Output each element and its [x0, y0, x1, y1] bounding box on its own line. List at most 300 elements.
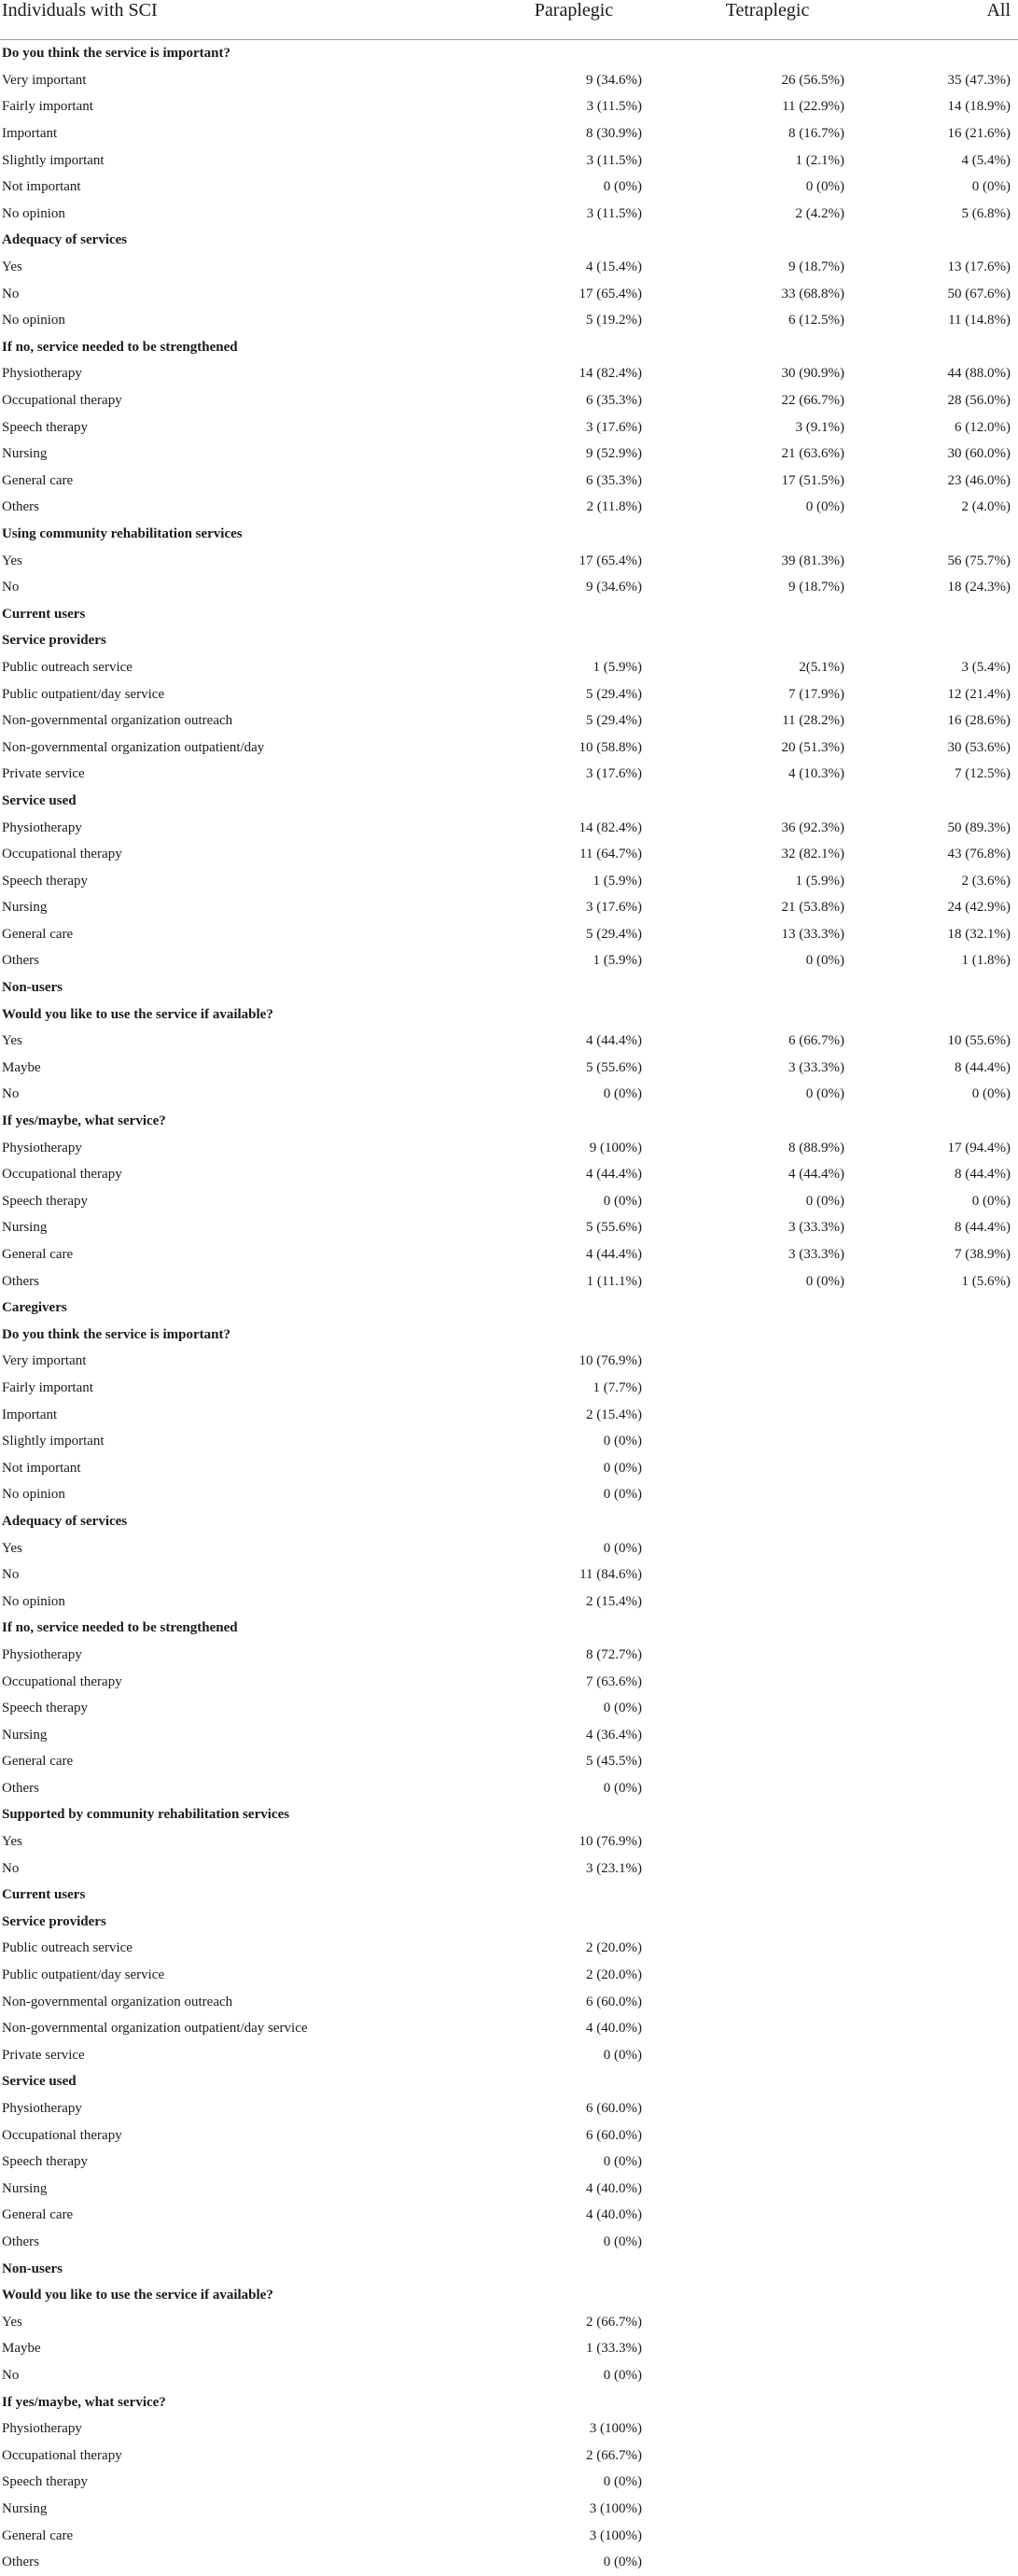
cell-tetraplegic: 20 (51.3%) [781, 739, 844, 755]
table-row [0, 1721, 1018, 1748]
cell-tetraplegic: 2 (4.2%) [795, 205, 844, 221]
section-label: Adequacy of services [2, 232, 128, 248]
cell-paraplegic: 3 (17.6%) [586, 419, 642, 435]
section-label: If no, service needed to be strengthened [2, 339, 238, 355]
cell-paraplegic: 5 (45.5%) [586, 1754, 642, 1770]
cell-tetraplegic: 32 (82.1%) [781, 847, 844, 862]
cell-paraplegic: 2 (20.0%) [586, 1967, 642, 1983]
section-header-row [0, 974, 1018, 1001]
section-header-row [0, 788, 1018, 815]
header-paraplegic: Paraplegic [439, 0, 653, 40]
section-header-row [0, 1615, 1018, 1642]
row-label: Others [2, 499, 39, 515]
row-label: No [2, 2367, 20, 2383]
row-label: Speech therapy [2, 1193, 89, 1209]
row-label: Fairly important [2, 99, 93, 115]
cell-tetraplegic: 30 (90.9%) [781, 366, 844, 382]
cell-tetraplegic [653, 2095, 844, 2122]
cell-tetraplegic [653, 1375, 844, 1402]
table-row [0, 2202, 1018, 2229]
cell-paraplegic: 8 (30.9%) [586, 126, 642, 142]
row-label: Occupational therapy [2, 1167, 122, 1183]
cell-tetraplegic [653, 1935, 844, 1962]
section-label: Caregivers [2, 1300, 67, 1316]
cell-tetraplegic [653, 2549, 844, 2576]
section-header-row [0, 1295, 1018, 1322]
row-label: No opinion [2, 205, 65, 221]
cell-paraplegic: 4 (40.0%) [586, 2180, 642, 2196]
row-label: Speech therapy [2, 2474, 89, 2490]
cell-tetraplegic [653, 2042, 844, 2069]
cell-tetraplegic: 6 (12.5%) [788, 313, 844, 329]
cell-all [844, 1962, 1018, 1989]
section-header-row [0, 2282, 1018, 2309]
cell-paraplegic: 9 (34.6%) [586, 580, 642, 595]
row-label: Private service [2, 766, 85, 782]
row-label: Important [2, 1407, 58, 1422]
row-label: Very important [2, 72, 87, 88]
section-header-row [0, 521, 1018, 548]
cell-all [844, 1775, 1018, 1802]
section-header-row [0, 1001, 1018, 1028]
cell-all [844, 2176, 1018, 2203]
table-row [0, 93, 1018, 120]
cell-all [844, 2149, 1018, 2176]
cell-tetraplegic [653, 2015, 844, 2042]
cell-all [844, 1642, 1018, 1669]
cell-paraplegic: 1 (5.9%) [593, 873, 642, 889]
row-label: Slightly important [2, 1434, 105, 1449]
cell-all [844, 2469, 1018, 2496]
table-row [0, 1188, 1018, 1215]
cell-tetraplegic: 0 (0%) [805, 1193, 844, 1209]
table-row [0, 680, 1018, 707]
row-label: Others [2, 2555, 39, 2570]
cell-all: 4 (5.4%) [961, 152, 1011, 168]
row-label: Nursing [2, 2500, 48, 2516]
table-row [0, 2415, 1018, 2443]
cell-all [844, 1828, 1018, 1855]
row-label: Physiotherapy [2, 2101, 82, 2117]
cell-all [844, 1855, 1018, 1882]
cell-all: 16 (28.6%) [947, 713, 1011, 729]
cell-all: 50 (67.6%) [947, 286, 1011, 301]
cell-paraplegic: 3 (17.6%) [586, 900, 642, 916]
row-label: Yes [2, 1540, 22, 1556]
cell-tetraplegic [653, 1534, 844, 1561]
section-label: Do you think the service is important? [2, 1326, 230, 1342]
cell-tetraplegic: 3 (9.1%) [795, 419, 844, 435]
cell-paraplegic: 9 (100%) [589, 1140, 642, 1155]
table-row [0, 841, 1018, 868]
section-label: Supported by community rehabilitation services [2, 1807, 290, 1823]
row-label: Private service [2, 2047, 85, 2063]
table-row [0, 360, 1018, 387]
table-row [0, 1375, 1018, 1402]
cell-paraplegic: 1 (5.9%) [593, 659, 642, 675]
table-row [0, 734, 1018, 761]
row-label: Physiotherapy [2, 1140, 82, 1155]
row-label: Not important [2, 1460, 81, 1476]
section-label: If yes/maybe, what service? [2, 1113, 166, 1129]
cell-tetraplegic [653, 1668, 844, 1695]
table-row [0, 1161, 1018, 1188]
table-row [0, 1428, 1018, 1455]
row-label: General care [2, 2207, 74, 2223]
cell-tetraplegic [653, 2362, 844, 2389]
cell-all: 1 (5.6%) [961, 1273, 1011, 1289]
table-row [0, 2095, 1018, 2122]
cell-paraplegic: 1 (5.9%) [593, 953, 642, 969]
cell-all: 6 (12.0%) [955, 419, 1011, 435]
cell-tetraplegic: 13 (33.3%) [781, 926, 844, 942]
cell-paraplegic: 4 (44.4%) [586, 1167, 642, 1183]
table-row [0, 201, 1018, 228]
section-label: If yes/maybe, what service? [2, 2394, 166, 2410]
cell-all [844, 1988, 1018, 2015]
row-label: Slightly important [2, 152, 105, 168]
row-label: Yes [2, 2314, 22, 2330]
cell-tetraplegic: 9 (18.7%) [788, 580, 844, 595]
cell-all: 8 (44.4%) [955, 1220, 1011, 1236]
cell-all: 56 (75.7%) [947, 553, 1011, 568]
cell-all: 0 (0%) [971, 179, 1011, 195]
section-label: Adequacy of services [2, 1513, 128, 1529]
table-row [0, 654, 1018, 681]
cell-tetraplegic: 11 (28.2%) [782, 713, 844, 729]
cell-all: 7 (12.5%) [955, 766, 1011, 782]
section-header-row [0, 600, 1018, 627]
cell-paraplegic: 14 (82.4%) [579, 819, 642, 835]
cell-paraplegic: 4 (36.4%) [586, 1727, 642, 1743]
row-label: Yes [2, 1033, 22, 1049]
cell-all: 0 (0%) [971, 1086, 1011, 1102]
row-label: Nursing [2, 900, 48, 916]
table-row [0, 1668, 1018, 1695]
cell-tetraplegic [653, 2121, 844, 2149]
row-label: Public outpatient/day service [2, 686, 165, 702]
row-label: Speech therapy [2, 873, 89, 889]
cell-paraplegic: 4 (44.4%) [586, 1247, 642, 1263]
cell-all [844, 1401, 1018, 1428]
cell-tetraplegic: 8 (88.9%) [788, 1140, 844, 1155]
section-header-row [0, 2255, 1018, 2282]
cell-paraplegic: 4 (40.0%) [586, 2207, 642, 2223]
cell-all: 8 (44.4%) [955, 1059, 1011, 1075]
table-row [0, 1267, 1018, 1295]
cell-paraplegic: 6 (60.0%) [586, 2127, 642, 2143]
table-row [0, 2229, 1018, 2256]
cell-paraplegic: 9 (52.9%) [586, 446, 642, 462]
cell-tetraplegic [653, 1454, 844, 1481]
row-label: Nursing [2, 1727, 48, 1743]
cell-all [844, 1481, 1018, 1508]
cell-all: 3 (5.4%) [961, 659, 1011, 675]
row-label: Occupational therapy [2, 393, 122, 409]
row-label: Speech therapy [2, 1701, 89, 1716]
cell-all [844, 1534, 1018, 1561]
cell-paraplegic: 4 (40.0%) [586, 2021, 642, 2037]
section-header-row [0, 334, 1018, 361]
row-label: Physiotherapy [2, 366, 82, 382]
cell-paraplegic: 3 (23.1%) [586, 1860, 642, 1876]
cell-all: 28 (56.0%) [947, 393, 1011, 409]
cell-paraplegic: 11 (64.7%) [579, 847, 642, 862]
cell-all [844, 2335, 1018, 2362]
cell-all [844, 2121, 1018, 2149]
cell-paraplegic: 1 (11.1%) [586, 1273, 642, 1289]
cell-paraplegic: 5 (29.4%) [586, 686, 642, 702]
cell-all: 2 (4.0%) [961, 499, 1011, 515]
cell-tetraplegic [653, 1401, 844, 1428]
cell-paraplegic: 5 (19.2%) [586, 313, 642, 329]
table-row [0, 468, 1018, 495]
row-label: Others [2, 1780, 39, 1796]
cell-tetraplegic: 3 (33.3%) [788, 1059, 844, 1075]
section-header-row [0, 2068, 1018, 2095]
cell-paraplegic: 0 (0%) [603, 1086, 642, 1102]
row-label: Nursing [2, 1220, 48, 1236]
cell-all: 23 (46.0%) [947, 472, 1011, 488]
cell-tetraplegic: 3 (33.3%) [788, 1220, 844, 1236]
cell-all [844, 1428, 1018, 1455]
section-header-row [0, 1508, 1018, 1535]
row-label: Occupational therapy [2, 2127, 122, 2143]
table-row [0, 2308, 1018, 2335]
table-row [0, 254, 1018, 281]
cell-paraplegic: 3 (17.6%) [586, 766, 642, 782]
section-label: Would you like to use the service if available? [2, 2288, 273, 2303]
cell-paraplegic: 0 (0%) [603, 1487, 642, 1503]
table-row [0, 1214, 1018, 1241]
cell-all [844, 2015, 1018, 2042]
table-row [0, 1348, 1018, 1375]
row-label: Others [2, 953, 39, 969]
cell-paraplegic: 10 (76.9%) [579, 1834, 642, 1850]
cell-paraplegic: 0 (0%) [603, 179, 642, 195]
table-row [0, 761, 1018, 788]
table-row [0, 2042, 1018, 2069]
row-label: Others [2, 2233, 39, 2249]
cell-tetraplegic: 33 (68.8%) [781, 286, 844, 301]
row-label: No [2, 1567, 20, 1583]
cell-tetraplegic [653, 2308, 844, 2335]
row-label: Public outpatient/day service [2, 1967, 165, 1983]
cell-paraplegic: 4 (44.4%) [586, 1033, 642, 1049]
cell-tetraplegic: 21 (63.6%) [781, 446, 844, 462]
table-row [0, 2176, 1018, 2203]
row-label: Important [2, 126, 58, 142]
cell-tetraplegic [653, 1988, 844, 2015]
table-row [0, 2335, 1018, 2362]
row-label: No opinion [2, 1593, 65, 1609]
table-row [0, 147, 1018, 174]
cell-paraplegic: 7 (63.6%) [586, 1673, 642, 1689]
cell-tetraplegic: 0 (0%) [805, 953, 844, 969]
table-row [0, 1855, 1018, 1882]
table-row [0, 413, 1018, 441]
cell-all: 18 (24.3%) [947, 580, 1011, 595]
table-row [0, 2015, 1018, 2042]
section-header-row [0, 1108, 1018, 1135]
cell-tetraplegic: 22 (66.7%) [781, 393, 844, 409]
table-row [0, 707, 1018, 735]
section-label: Service providers [2, 1913, 106, 1929]
row-label: Non-governmental organization outreach [2, 1994, 233, 2009]
section-label: Service used [2, 792, 77, 808]
section-label: Non-users [2, 2261, 63, 2276]
cell-all [844, 2549, 1018, 2576]
cell-paraplegic: 3 (11.5%) [586, 205, 642, 221]
cell-tetraplegic: 1 (5.9%) [795, 873, 844, 889]
cell-paraplegic: 0 (0%) [603, 2474, 642, 2490]
cell-all: 7 (38.9%) [955, 1247, 1011, 1263]
cell-paraplegic: 0 (0%) [603, 1701, 642, 1716]
cell-all [844, 2308, 1018, 2335]
section-header-row [0, 627, 1018, 654]
cell-paraplegic: 2 (66.7%) [586, 2314, 642, 2330]
table-row [0, 2522, 1018, 2549]
cell-paraplegic: 4 (15.4%) [586, 259, 642, 275]
cell-all: 5 (6.8%) [961, 205, 1011, 221]
cell-tetraplegic [653, 1348, 844, 1375]
cell-all [844, 1348, 1018, 1375]
cell-paraplegic: 0 (0%) [603, 2047, 642, 2063]
table-row [0, 921, 1018, 948]
header-row [0, 0, 1018, 40]
cell-all [844, 2042, 1018, 2069]
row-label: General care [2, 1754, 74, 1770]
section-header-row [0, 1909, 1018, 1936]
cell-tetraplegic: 2(5.1%) [799, 659, 844, 675]
cell-paraplegic: 0 (0%) [603, 2154, 642, 2170]
section-header-row [0, 40, 1018, 67]
cell-all [844, 1561, 1018, 1589]
cell-tetraplegic [653, 2149, 844, 2176]
cell-tetraplegic: 0 (0%) [805, 1086, 844, 1102]
cell-all [844, 1668, 1018, 1695]
cell-all [844, 2522, 1018, 2549]
cell-tetraplegic: 39 (81.3%) [781, 553, 844, 568]
cell-paraplegic: 1 (7.7%) [593, 1379, 642, 1395]
row-label: Very important [2, 1353, 87, 1369]
section-header-row [0, 1322, 1018, 1349]
cell-all: 8 (44.4%) [955, 1167, 1011, 1183]
section-label: Do you think the service is important? [2, 46, 230, 62]
section-label: Current users [2, 1887, 86, 1903]
cell-all [844, 1748, 1018, 1775]
row-label: Yes [2, 1834, 22, 1850]
table-row [0, 894, 1018, 921]
cell-paraplegic: 10 (76.9%) [579, 1353, 642, 1369]
cell-tetraplegic [653, 2202, 844, 2229]
cell-all: 18 (32.1%) [947, 926, 1011, 942]
cell-all [844, 2202, 1018, 2229]
cell-tetraplegic: 4 (44.4%) [788, 1167, 844, 1183]
cell-tetraplegic [653, 2335, 844, 2362]
cell-paraplegic: 6 (60.0%) [586, 1994, 642, 2009]
table-row [0, 1935, 1018, 1962]
table-row [0, 1588, 1018, 1615]
row-label: Public outreach service [2, 659, 132, 675]
section-label: Using community rehabilitation services [2, 525, 243, 541]
cell-paraplegic: 0 (0%) [603, 2367, 642, 2383]
cell-tetraplegic [653, 1642, 844, 1669]
table-row [0, 1642, 1018, 1669]
cell-tetraplegic [653, 2415, 844, 2443]
cell-tetraplegic: 4 (10.3%) [788, 766, 844, 782]
row-label: No [2, 580, 20, 595]
table-row [0, 120, 1018, 147]
cell-paraplegic: 2 (66.7%) [586, 2447, 642, 2463]
row-label: Nursing [2, 2180, 48, 2196]
cell-all [844, 1695, 1018, 1722]
table-row [0, 1748, 1018, 1775]
row-label: Maybe [2, 1059, 41, 1075]
cell-paraplegic: 3 (100%) [589, 2421, 642, 2437]
table-header [0, 0, 1018, 40]
table-row [0, 2496, 1018, 2523]
cell-paraplegic: 0 (0%) [603, 2233, 642, 2249]
cell-tetraplegic: 26 (56.5%) [781, 72, 844, 88]
cell-all: 24 (42.9%) [947, 900, 1011, 916]
cell-all [844, 1588, 1018, 1615]
row-label: Physiotherapy [2, 2421, 82, 2437]
cell-all [844, 2415, 1018, 2443]
row-label: Others [2, 1273, 39, 1289]
row-label: No [2, 1086, 20, 1102]
cell-tetraplegic: 9 (18.7%) [788, 259, 844, 275]
row-label: Maybe [2, 2341, 41, 2357]
cell-paraplegic: 5 (55.6%) [586, 1059, 642, 1075]
cell-paraplegic: 2 (11.8%) [586, 499, 642, 515]
cell-all: 16 (21.6%) [947, 126, 1011, 142]
row-label: General care [2, 1247, 74, 1263]
table-row [0, 1534, 1018, 1561]
cell-all: 13 (17.6%) [947, 259, 1011, 275]
cell-tetraplegic [653, 1721, 844, 1748]
row-label: Fairly important [2, 1379, 93, 1395]
cell-paraplegic: 5 (29.4%) [586, 926, 642, 942]
row-label: General care [2, 2527, 74, 2543]
cell-all: 35 (47.3%) [947, 72, 1011, 88]
table-row [0, 67, 1018, 94]
row-label: Occupational therapy [2, 847, 122, 862]
cell-tetraplegic [653, 1962, 844, 1989]
table-row [0, 1775, 1018, 1802]
section-label: Service used [2, 2074, 77, 2090]
table-row [0, 441, 1018, 468]
section-label: Service providers [2, 633, 106, 649]
cell-paraplegic: 0 (0%) [603, 1460, 642, 1476]
table-row [0, 2121, 1018, 2149]
cell-paraplegic: 6 (35.3%) [586, 472, 642, 488]
cell-all: 1 (1.8%) [961, 953, 1011, 969]
cell-all: 30 (53.6%) [947, 739, 1011, 755]
cell-tetraplegic [653, 1775, 844, 1802]
cell-tetraplegic: 6 (66.7%) [788, 1033, 844, 1049]
row-label: Non-governmental organization outreach [2, 713, 233, 729]
cell-tetraplegic [653, 2469, 844, 2496]
cell-paraplegic: 10 (58.8%) [579, 739, 642, 755]
table-row [0, 574, 1018, 601]
cell-tetraplegic: 0 (0%) [805, 499, 844, 515]
row-label: General care [2, 472, 74, 488]
header-all: All [844, 0, 1018, 40]
header-tetraplegic: Tetraplegic [653, 0, 844, 40]
cell-paraplegic: 2 (20.0%) [586, 1940, 642, 1956]
cell-paraplegic: 0 (0%) [603, 1540, 642, 1556]
